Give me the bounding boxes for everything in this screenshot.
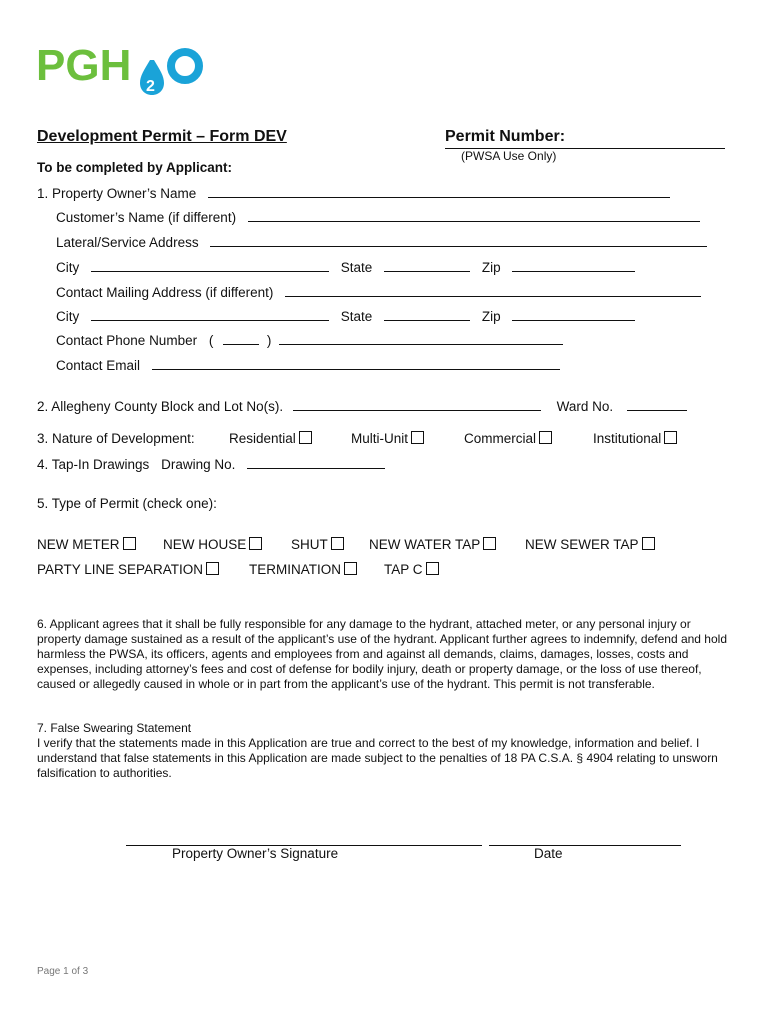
logo-text-sub: 2 [146,78,155,95]
new-water-tap-label: NEW WATER TAP [369,537,481,552]
permit-shut[interactable] [291,537,344,552]
contact-mailing-label: Contact Mailing Address (if different) [56,285,274,300]
party-line-label: PARTY LINE SEPARATION [37,562,204,577]
pwsa-use-only-note: (PWSA Use Only) [461,149,557,163]
tap-in-label: 4. Tap-In Drawings [37,457,150,472]
zip-label: Zip [481,260,501,275]
permit-new-sewer-tap[interactable] [525,537,655,552]
termination-label: TERMINATION [249,562,341,577]
ward-label: Ward No. [556,399,614,414]
false-swearing-text: I verify that the statements made in this Application are true and correct to the best of my knowledge, information and belief. I understand that false statements in this Application are made subject to the penalties of 18 PA C.S.A. § 4904 relating to unsworn falsification to authorities. [37,736,718,780]
form-title: Development Permit – Form DEV [37,128,287,145]
phone-number-input[interactable] [279,332,563,345]
residential-label: Residential [229,431,296,446]
contact-zip-input[interactable] [512,308,635,321]
contact-zip-label: Zip [481,309,501,324]
signature-label: Property Owner’s Signature [172,846,339,861]
block-lot-input[interactable] [293,398,541,411]
contact-state-input[interactable] [384,308,470,321]
state-label: State [340,260,373,275]
drawing-no-label: Drawing No. [161,457,236,472]
institutional-label: Institutional [593,431,662,446]
state-input[interactable] [384,259,470,272]
tap-in-row [37,456,385,472]
shut-label: SHUT [291,537,328,552]
new-house-checkbox[interactable] [249,537,262,550]
nature-label: 3. Nature of Development: [37,431,195,446]
new-meter-checkbox[interactable] [123,537,136,550]
area-code-input[interactable] [223,332,259,345]
drawing-no-input[interactable] [247,456,385,469]
new-sewer-tap-label: NEW SEWER TAP [525,537,639,552]
contact-mailing-row [56,284,701,300]
contact-state-label: State [340,309,373,324]
permit-number-field[interactable] [445,128,725,149]
lateral-address-row [56,234,707,250]
phone-paren-close: ) [266,333,272,348]
party-line-checkbox[interactable] [206,562,219,575]
new-sewer-tap-checkbox[interactable] [642,537,655,550]
tap-c-label: TAP C [384,562,423,577]
contact-email-row [56,357,560,373]
completed-by-heading: To be completed by Applicant: [37,160,233,175]
contact-email-input[interactable] [152,357,560,370]
block-lot-row [37,398,687,414]
pgh2o-logo [36,42,211,103]
permit-new-water-tap[interactable] [369,537,496,552]
commercial-label: Commercial [464,431,537,446]
page-number: Page 1 of 3 [37,966,89,977]
new-house-label: NEW HOUSE [163,537,247,552]
multi-unit-label: Multi-Unit [351,431,409,446]
date-label: Date [534,846,563,861]
customer-name-label: Customer’s Name (if different) [56,210,237,225]
permit-number-label: Permit Number: [445,128,566,145]
ward-input[interactable] [627,398,687,411]
new-water-tap-checkbox[interactable] [483,537,496,550]
city-row-1 [56,259,635,275]
owner-name-label: 1. Property Owner’s Name [37,186,197,201]
contact-mailing-input[interactable] [285,284,701,297]
phone-paren-open: ( [208,333,214,348]
city-input[interactable] [91,259,329,272]
option-commercial[interactable] [464,431,552,446]
institutional-checkbox[interactable] [664,431,677,444]
date-line[interactable] [489,845,681,846]
zip-input[interactable] [512,259,635,272]
option-multi-unit[interactable] [351,431,424,446]
city-label: City [56,260,80,275]
commercial-checkbox[interactable] [539,431,552,444]
residential-checkbox[interactable] [299,431,312,444]
customer-name-input[interactable] [248,209,700,222]
contact-city-input[interactable] [91,308,329,321]
tap-c-checkbox[interactable] [426,562,439,575]
option-residential[interactable] [229,431,312,446]
false-swearing-title: 7. False Swearing Statement [37,721,192,735]
new-meter-label: NEW METER [37,537,120,552]
permit-new-house[interactable] [163,537,262,552]
city-row-2 [56,308,635,324]
contact-email-label: Contact Email [56,358,141,373]
owner-name-input[interactable] [208,185,670,198]
termination-checkbox[interactable] [344,562,357,575]
owner-name-row [37,185,670,201]
permit-type-label: 5. Type of Permit (check one): [37,496,217,511]
logo-text-pgh: PGH [36,42,132,90]
option-institutional[interactable] [593,431,677,446]
permit-termination[interactable] [249,562,357,577]
contact-phone-row [56,332,563,348]
shut-checkbox[interactable] [331,537,344,550]
multi-unit-checkbox[interactable] [411,431,424,444]
lateral-address-label: Lateral/Service Address [56,235,199,250]
contact-phone-label: Contact Phone Number [56,333,198,348]
permit-new-meter[interactable] [37,537,136,552]
indemnity-paragraph: 6. Applicant agrees that it shall be fully responsible for any damage to the hydrant, attached meter, or any personal injury or property damage sustained as a result of the applicant’s use of the hydrant. Applicant further agrees to indemnify, defend and hold harmless the PWSA, its officers, agents and employees from and against all demands, claims, damages, losses, costs and expenses, including attorney’s fees and cost of defense for bodily injury, death or property damage, or the loss of use thereof, caused or allegedly caused in whole or in part from the applicant’s use of the hydrant. This permit is not transferable. [37,617,727,691]
permit-party-line[interactable] [37,562,219,577]
lateral-address-input[interactable] [210,234,707,247]
customer-name-row [56,209,700,225]
block-lot-label: 2. Allegheny County Block and Lot No(s). [37,399,284,414]
pgh2o-logo-graphic [36,42,211,98]
logo-o-ring [171,52,199,80]
permit-tap-c[interactable] [384,562,439,577]
contact-city-label: City [56,309,80,324]
